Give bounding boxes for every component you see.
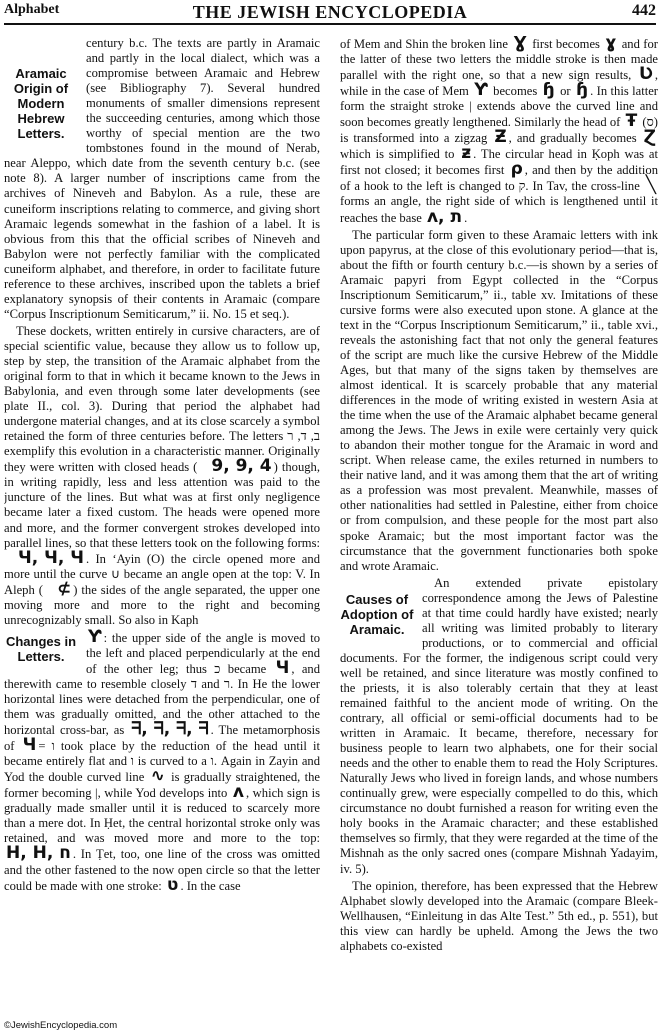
- left-column: [4, 36, 320, 1016]
- first-becomes-glyph: ɣ: [605, 36, 617, 53]
- mem-b2-glyph: ɧ: [576, 80, 589, 101]
- new-sign-glyph: Ʋ: [639, 64, 653, 85]
- footer-credit: ©JewishEncyclopedia.com: [4, 1020, 118, 1031]
- becomes-z-glyph: Ɀ: [643, 127, 656, 148]
- paragraph: The opinion, therefore, has been expressed that the Hebrew Alphabet slowly developed into the Aramaic (compare Bleek-Wellhausen, “Einleitung in das Alte Test.” 5th ed., p. 551), but this view can hardly be upheld. Among the Jews the two alphabets co-existed: [340, 878, 658, 953]
- paragraph: Ƴ : the upper side of the angle is moved to the left and placed perpendicularly at the end of the other leg; thus כ became Ч , and therewith came to resemble closely ד and ר. In He the lower horizontal lines were detached from the perpendicular, one of them was gradually omitted, and the other attached to the horizontal cross-bar, as ᖷ, ᖷ, ᖷ, ᖷ . The metamorphosis of Ч = ו took place by the reduction of the head until it became entirely flat and ו is curved to a ו. Again in Zayin and Yod the double curved line ∿ is gradually straightened, the former becoming |, while Yod develops into ʌ , which sign is gradually made smaller until it is reduced to scarcely more than a mere dot. In Ḥet, the central horizontal stroke only was retained, and was moved more and more to the top: H, H, ח . In Ṭet, too, one line of the cross was omitted and the other fastened to the now open circle so that the letter could be made with one stroke: ט . In the case: [4, 626, 320, 895]
- page-title: THE JEWISH ENCYCLOPEDIA: [192, 2, 468, 22]
- samekh-glyph: Ŧ: [625, 111, 638, 132]
- tav-line-glyph: ╲: [645, 175, 656, 196]
- mem-b1-glyph: ɧ: [542, 80, 555, 101]
- paragraph: of Mem and Shin the broken line Ɣ first becomes ɣ and for the latter of these two letters the middle stroke is then made parallel with the right one, so that a new sign results, Ʋ , while in the case of Mem Ƴ becomes ɧ or ɧ . In this latter form the straight stroke | extends above the curved line and soon becomes greatly lengthened. Similarly the head of Ŧ (ס) is transformed into a zigzag Ƶ , and gradually becomes Ɀ which is simplified to ƶ . The circular head in Ḳoph was at first not closed; it becomes first ρ , and then by the addition of a hook to the left is changed to ק. In Tav, the cross-line ╲ forms an angle, the right side of which is lengthened until it reaches the base ʌ, ת .: [340, 36, 658, 227]
- tav-base-glyph: ʌ, ת: [426, 206, 463, 227]
- het-forms-glyphs: H, H, ח: [6, 843, 71, 864]
- zayin-curve-glyph: ∿: [150, 766, 165, 787]
- header-rule: [4, 23, 656, 25]
- closed-heads-glyphs: 9, 9, 4: [211, 456, 272, 477]
- aleph-glyph: ⊄: [56, 578, 72, 599]
- vav-glyph: Ч: [22, 735, 37, 756]
- sidenote-aramaic-origin: Aramaic Origin of Modern Hebrew Letters.: [13, 66, 69, 141]
- tet-glyph: ט: [166, 874, 179, 895]
- mem-shin-glyph: Ɣ: [513, 36, 527, 53]
- paragraph: The particular form given to these Aramaic letters with ink upon papyrus, at the close of this evolutionary period—that is, about the fifth or fourth century b.c.—is shown by a series of Aramaic papyri from Egypt collected in the “Corpus Inscriptionum Semiticarum,” ii., table xv. Imitations of these cursive forms were also executed upon stone. A glance at the text in the “Corpus Inscriptionum Semiticarum,” ii., table xvi., reveals the astonishing fact that not only the general features of the script are much like the cursive Hebrew of the Middle Ages, but that many of the signs taken by themselves are almost identical. It is scarcely probable that any material differences in the mode of writing existed in western Asia at the time when the use of the Aramaic alphabet became general among the Jews. The Jews in exile were certainly very quick to abandon their mother tongue for the Aramaic in word and script. When release came, the exiles returned in numbers to their native land, and it was among them that the art of writing as a profession was most prevalent. Meanwhile, masses of other nationalities had settled in Palestine, either from choice or from compulsion, and these people for the most part also spoke Aramaic; but the most important factor was the circumstance that the government functionaries both spoke and wrote Aramaic.: [340, 227, 658, 573]
- mem-glyph: Ƴ: [474, 80, 488, 101]
- open-forms-glyphs: Ч, Ч, Ч: [18, 547, 84, 568]
- paragraph: These dockets, written entirely in cursive characters, are of special scientific value, because they allow us to follow up, step by step, the transition of the Aramaic alphabet from the original form to that in which it became known to the Jews in Babylonia, and even through some later developments (see plate II., col. 3). During that period the alphabet had undergone material changes, and at its close scarcely a symbol retained the form of three centuries before. The letters ב, ד, ר exemplify this evolution in a characteristic manner. Originally they were written with closed heads ( 9, 9, 4 ) though, in writing rapidly, less and less attention was paid to the juncture of the lines. But what was at first only negligence became later a fixed custom. The heads were opened more and more, and the former convergent strokes developed into parallel lines, so that these letters took on the following forms: Ч, Ч, Ч . In ‘Ayin (O) the circle opened more and more until the curve ∪ became an angle open at the top: V. In Aleph ( ⊄ ) the sides of the angle separated, the upper one moving more and more to the right and becoming unrecognizably small. So also in Kaph: [4, 323, 320, 627]
- kaph-glyph: Ƴ: [88, 626, 102, 647]
- sidenote-changes: Changes in Letters.: [5, 633, 77, 664]
- page-number: 442: [632, 2, 656, 19]
- paragraph: century b.c. The texts are partly in Aramaic and partly in the local dialect, which was a compromise between Aramaic and Hebrew (see Bibliography 7). Several hundred monuments of smaller dimensions represent the succeeding centuries, among which those worthy of special mention are the two tombstones found in the mound of Nerab, near Aleppo, which date from the seventh century b.c. (see note 8). A larger number of inscriptions came from the archives of Nineveh and Babylon. As a rule, these are cuneiform inscriptions relating to commerce, and giving short Aramaic legends somewhat in the fashion of a label. It is obvious from this that the official scribes of Nineveh and Babylon were not perfectly familiar with the complicated cuneiform alphabet, and therefore, in order to facilitate future reference to these archives, inscribed upon the tablets a brief explanatory synopsis of their contents in Aramaic (compare “Corpus Inscriptionum Semiticarum,” ii. No. 15 et seq.).: [4, 36, 320, 321]
- section-name: Alphabet: [4, 2, 60, 17]
- right-column: [340, 36, 658, 1021]
- paragraph: An extended private epistolary correspondence among the Jews of Palestine at that time could hardly have existed; nearly all writing was limited probably to literary productions, or to commercial and official documents. For the former, the indigenous script could very well be retained, and since literature was mostly confined to the priests, it is also tolerably certain that they at least remained faithful to the ancient mode of writing. On the contrary, all official or semi-official documents had to be written in Aramaic. It became, therefore, necessary for business people to learn two alphabets, one for their social needs and the other to enable them to read the Holy Scriptures. Naturally Jews who lived in foreign lands, and whose numbers continually grew, were especially compelled to do this, which circumstance no doubt furnished a reason for writing even the holy books in the Aramaic character; and these established themselves so firmly, that they were regarded at the time of the Mishnah as the only sacred ones (compare Mishnah Yadayim, iv. 5).: [340, 575, 658, 876]
- sidenote-causes: Causes of Adoption of Aramaic.: [340, 591, 414, 637]
- kaph-became-glyph: Ч: [275, 657, 290, 678]
- running-header: [4, 0, 656, 22]
- he-forms-glyphs: ᖷ, ᖷ, ᖷ, ᖷ: [131, 719, 209, 740]
- qoph-glyph: ρ: [510, 159, 523, 180]
- yod-glyph: ʌ: [232, 782, 244, 803]
- simplified-glyph: ƶ: [461, 143, 472, 164]
- zigzag-glyph: Ƶ: [494, 127, 507, 148]
